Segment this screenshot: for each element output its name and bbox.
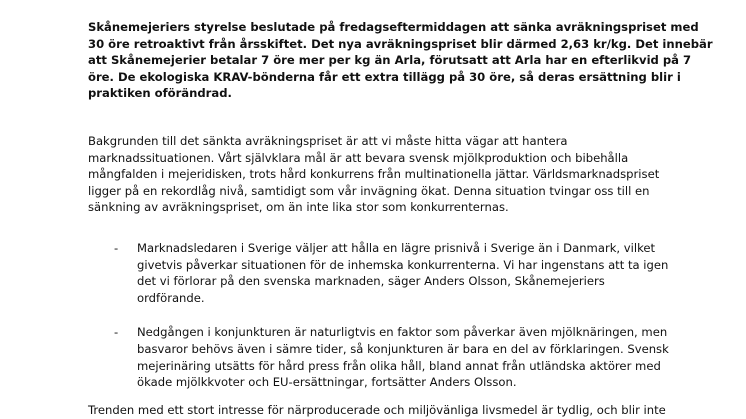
list-item [88, 324, 669, 390]
body-line: ligger på en rekordlåg nivå, samtidigt som vår invägning ökat. Denna situation tvingar oss till en [88, 183, 650, 198]
bullet-marker: - [114, 325, 119, 340]
bullet-marker: - [114, 241, 119, 255]
lead-line: praktiken oförändrad. [88, 86, 232, 101]
trailing-paragraph: Trenden med ett stort intresse för närproducerade och miljövänliga livsmedel är tydlig, och blir inte [88, 403, 666, 417]
body-line: sänkning av avräkningspriset, om än inte lika stor som konkurrenternas. [88, 200, 509, 215]
lead-line: att Skånemejerier betalar 7 öre mer per kg än Arla, förutsatt att Arla har en efterlikvid på 7 [88, 53, 692, 68]
body-line: Bakgrunden till det sänkta avräkningspriset är att vi måste hitta vägar att hantera [88, 134, 568, 148]
list-item-line: ökade mjölkkvoter och EU-ersättningar, fortsätter Anders Olsson. [137, 375, 517, 390]
quote-list [88, 240, 669, 409]
list-item-line: Marknadsledaren i Sverige väljer att hålla en lägre prisnivå i Sverige än i Danmark, vilket [137, 241, 656, 255]
list-item-line: det vi förlorar på den svenska marknaden, säger Anders Olsson, Skånemejeriers [137, 274, 605, 289]
list-item-line: Nedgången i konjunkturen är naturligtvis en faktor som påverkar även mjölknäringen, men [137, 325, 668, 340]
body-line: marknadssituationen. Vårt självklara mål är att bevara svensk mjölkproduktion och bibehålla [88, 150, 629, 165]
list-item-line: mejerinäring utsätts för hård press från olika håll, bland annat från utländska aktörer med [137, 358, 661, 373]
list-item-line: basvaror behövs även i sämre tider, så konjunkturen är bara en del av förklaringen. Svensk [137, 341, 669, 356]
lead-line: 30 öre retroaktivt från årsskiftet. Det nya avräkningspriset blir därmed 2,63 kr/kg. Det innebär [88, 36, 713, 51]
list-item [88, 240, 669, 306]
list-item-line: givetvis påverkar situationen för de inhemska konkurrenterna. Vi har ingenstans att ta igen [137, 257, 669, 272]
body-line: mångfalden i mejeridisken, trots hård konkurrens från multinationella jättar. Världsmarknadspriset [88, 167, 660, 182]
body-paragraph [88, 133, 660, 216]
lead-line: Skånemejeriers styrelse beslutade på fredagseftermiddagen att sänka avräkningspriset med [88, 20, 699, 34]
lead-paragraph [88, 19, 713, 102]
lead-line: öre. De ekologiska KRAV-bönderna får ett extra tillägg på 30 öre, så deras ersättning blir i [88, 69, 681, 84]
list-item-line: ordförande. [137, 290, 205, 305]
